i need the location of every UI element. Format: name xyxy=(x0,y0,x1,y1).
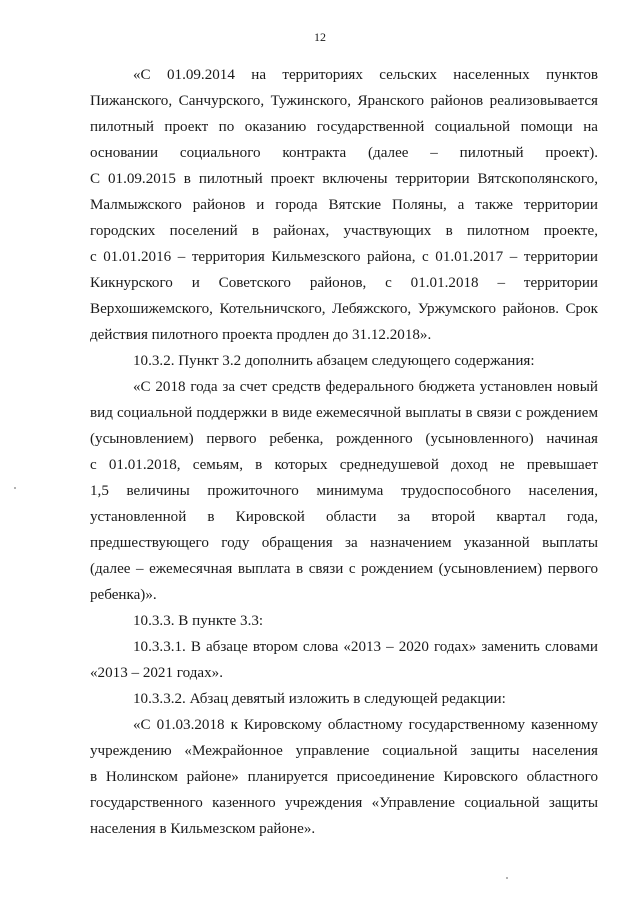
text-line: (далее – ежемесячная выплата в связи с рождением (усыновлением) первого xyxy=(90,561,598,577)
text-line: основании социального контракта (далее – пилотный проект). xyxy=(90,145,598,161)
page-number: 12 xyxy=(314,30,326,44)
paragraph-clause-10-3-3 xyxy=(90,608,598,634)
text-line: вид социальной поддержки в виде ежемесячной выплаты в связи с рождением xyxy=(90,405,598,421)
scan-speck xyxy=(506,877,508,879)
text-line: населения в Кильмезском районе». xyxy=(90,821,316,837)
text-line: государственного казенного учреждения «Управление социальной защиты xyxy=(90,795,598,811)
paragraph-monthly-payment xyxy=(90,374,598,608)
text-line: ребенка)». xyxy=(90,587,157,603)
text-line: 10.3.2. Пункт 3.2 дополнить абзацем следующего содержания: xyxy=(133,353,535,369)
text-line: городских поселений в районах, участвующих в пилотном проекте, xyxy=(90,223,598,239)
paragraph-merger xyxy=(90,712,598,842)
text-line: Малмыжского районов и города Вятские Поляны, а также территории xyxy=(90,197,598,213)
text-line: в Нолинском районе» планируется присоединение Кировского областного xyxy=(90,769,598,785)
paragraph-clause-10-3-2 xyxy=(90,348,598,374)
paragraph-clause-10-3-3-2 xyxy=(90,686,598,712)
text-line: 1,5 величины прожиточного минимума трудоспособного населения, xyxy=(90,483,598,499)
text-line: 10.3.3.1. В абзаце втором слова «2013 – 2020 годах» заменить словами xyxy=(133,639,598,655)
text-line: действия пилотного проекта продлен до 31.12.2018». xyxy=(90,327,432,343)
text-line: 10.3.3. В пункте 3.3: xyxy=(133,613,264,629)
text-line: с 01.01.2016 – территория Кильмезского района, с 01.01.2017 – территории xyxy=(90,249,598,265)
paragraph-clause-10-3-3-1 xyxy=(90,634,598,686)
text-line: Верхошижемского, Котельничского, Лебяжского, Уржумского районов. Срок xyxy=(90,301,598,317)
paragraph-pilot-project xyxy=(90,62,598,348)
text-line: предшествующего году обращения за назначением указанной выплаты xyxy=(90,535,598,551)
text-line: Кикнурского и Советского районов, с 01.01.2018 – территории xyxy=(90,275,598,291)
scan-speck xyxy=(14,487,16,489)
text-line: 10.3.3.2. Абзац девятый изложить в следующей редакции: xyxy=(133,691,506,707)
text-line: «С 2018 года за счет средств федерального бюджета установлен новый xyxy=(133,379,598,395)
text-line: учреждению «Межрайонное управление социальной защиты населения xyxy=(90,743,598,759)
text-line: «С 01.03.2018 к Кировскому областному государственному казенному xyxy=(133,717,598,733)
text-line: «С 01.09.2014 на территориях сельских населенных пунктов xyxy=(133,67,598,83)
text-line: С 01.09.2015 в пилотный проект включены территории Вятскополянского, xyxy=(90,171,598,187)
text-line: (усыновлением) первого ребенка, рожденного (усыновленного) начиная xyxy=(90,431,598,447)
document-body xyxy=(90,62,598,842)
text-line: установленной в Кировской области за второй квартал года, xyxy=(90,509,598,525)
text-line: с 01.01.2018, семьям, в которых среднедушевой доход не превышает xyxy=(90,457,598,473)
text-line: пилотный проект по оказанию государственной социальной помощи на xyxy=(90,119,598,135)
text-line: «2013 – 2021 годах». xyxy=(90,665,223,681)
text-line: Пижанского, Санчурского, Тужинского, Яранского районов реализовывается xyxy=(90,93,598,109)
